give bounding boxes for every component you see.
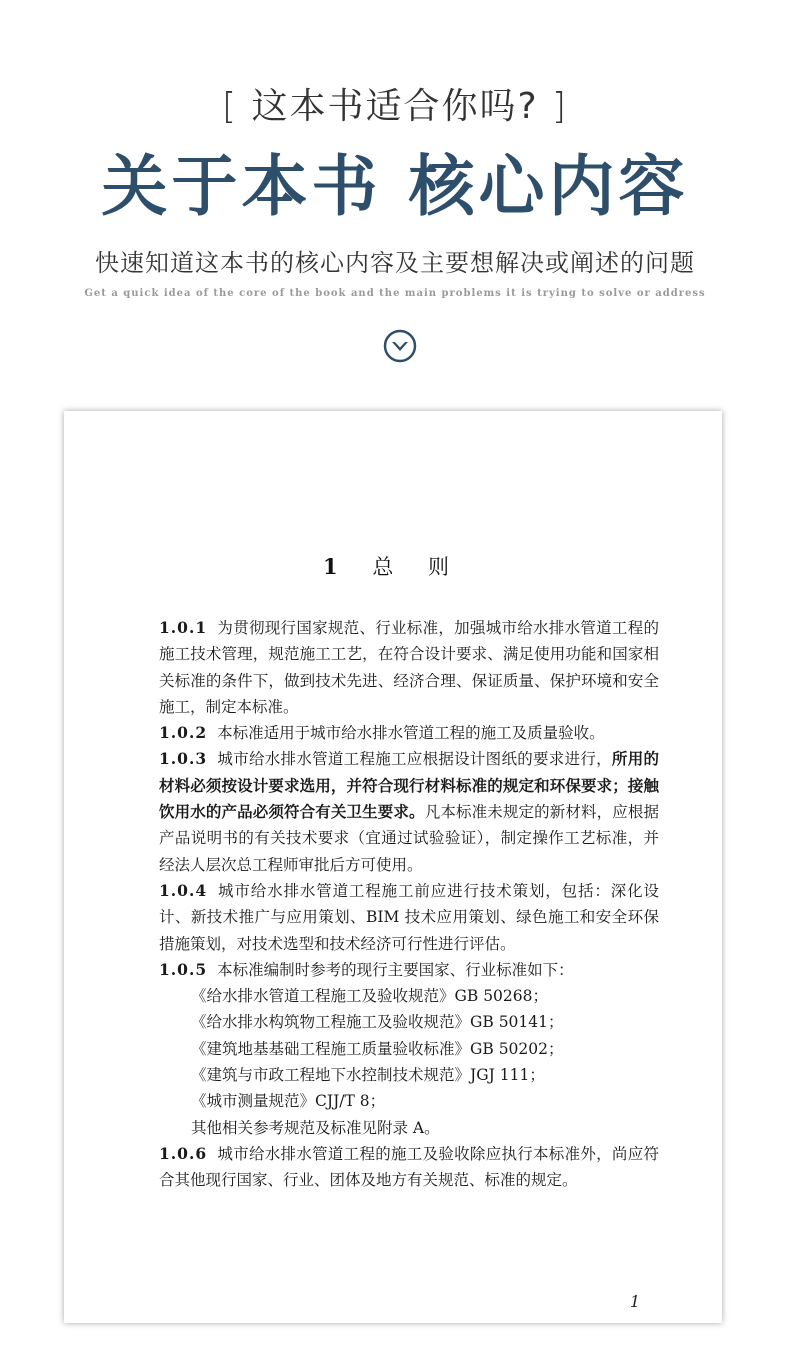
clause-text: 城市给水排水管道工程施工前应进行技术策划，包括：深化设计、新技术推广与应用策划、BIM 技术应用策划、绿色施工和安全环保措施策划，对技术选型和技术经济可行性进行评估。 — [159, 881, 659, 953]
question-heading — [0, 78, 790, 129]
clause-number: 1.0.2 — [159, 723, 208, 743]
clause-text: 为贯彻现行国家规范、行业标准，加强城市给水排水管道工程的施工技术管理，规范施工工艺，在符合设计要求、满足使用功能和国家相关标准的条件下，做到技术先进、经济合理、保证质量、保护环境和安全施工，制定本标准。 — [159, 619, 659, 716]
clause-text: 城市给水排水管道工程施工应根据设计图纸的要求进行， — [217, 750, 612, 769]
clause-text: 凡本标准未规定的新材料，应根据产品说明书的有关技术要求（宜通过试验验证），制定操作工艺标准，并经法人层次总工程师审批后方可使用。 — [159, 803, 659, 874]
clause-1-0-4 — [159, 878, 659, 957]
chapter-word: 总 — [372, 555, 394, 579]
clause-1-0-3 — [159, 746, 659, 877]
clause-text: 本标准编制时参考的现行主要国家、行业标准如下： — [217, 960, 574, 979]
page-content — [159, 615, 659, 1194]
clause-1-0-1 — [159, 615, 659, 720]
chapter-word: 则 — [428, 555, 449, 579]
clause-number: 1.0.3 — [159, 749, 208, 769]
clause-text: 城市给水排水管道工程的施工及验收除应执行本标准外，尚应符合其他现行国家、行业、团体及地方有关规范、标准的规定。 — [159, 1144, 659, 1190]
clause-1-0-2 — [159, 720, 659, 746]
clause-1-0-6 — [159, 1141, 659, 1194]
reference-item: 《建筑与市政工程地下水控制技术规范》JGJ 111； — [191, 1066, 545, 1085]
clause-1-0-5 — [159, 957, 659, 983]
reference-item: 其他相关参考规范及标准见附录 A。 — [191, 1118, 440, 1137]
clause-number: 1.0.1 — [159, 618, 208, 637]
clause-number: 1.0.4 — [159, 880, 208, 900]
page-number: 1 — [629, 1292, 640, 1311]
clause-text: 本标准适用于城市给水排水管道工程的施工及质量验收。 — [217, 724, 605, 743]
chevron-down-circle-icon — [383, 329, 417, 363]
bracket-right: ] — [552, 86, 569, 127]
book-page — [64, 411, 722, 1323]
chapter-title — [64, 551, 722, 581]
reference-item: 《建筑地基基础工程施工质量验收标准》GB 50202； — [191, 1039, 564, 1058]
clause-number: 1.0.5 — [159, 959, 208, 979]
chapter-number: 1 — [323, 554, 338, 579]
clause-number: 1.0.6 — [159, 1143, 208, 1163]
book-intro-header — [0, 0, 790, 400]
reference-item: 《给水排水构筑物工程施工及验收规范》GB 50141； — [191, 1013, 564, 1032]
reference-item: 《给水排水管道工程施工及验收规范》GB 50268； — [191, 987, 549, 1006]
bracket-left: [ — [221, 86, 238, 127]
subtitle: 快速知道这本书的核心内容及主要想解决或阐述的问题 — [95, 249, 695, 277]
subtitle-english: Get a quick idea of the core of the book and the main problems it is trying to solve or address — [84, 288, 706, 299]
main-title: 关于本书 核心内容 — [101, 147, 689, 225]
clause-text-emphasis: 所用的材料必须按设计要求选用，并符合现行材料标准的规定和环保要求；接触饮用水的产品必须符合有关卫生要求。 — [159, 749, 659, 822]
reference-item: 《城市测量规范》CJJ/T 8； — [191, 1092, 386, 1111]
question-text: 这本书适合你吗? — [251, 86, 539, 127]
